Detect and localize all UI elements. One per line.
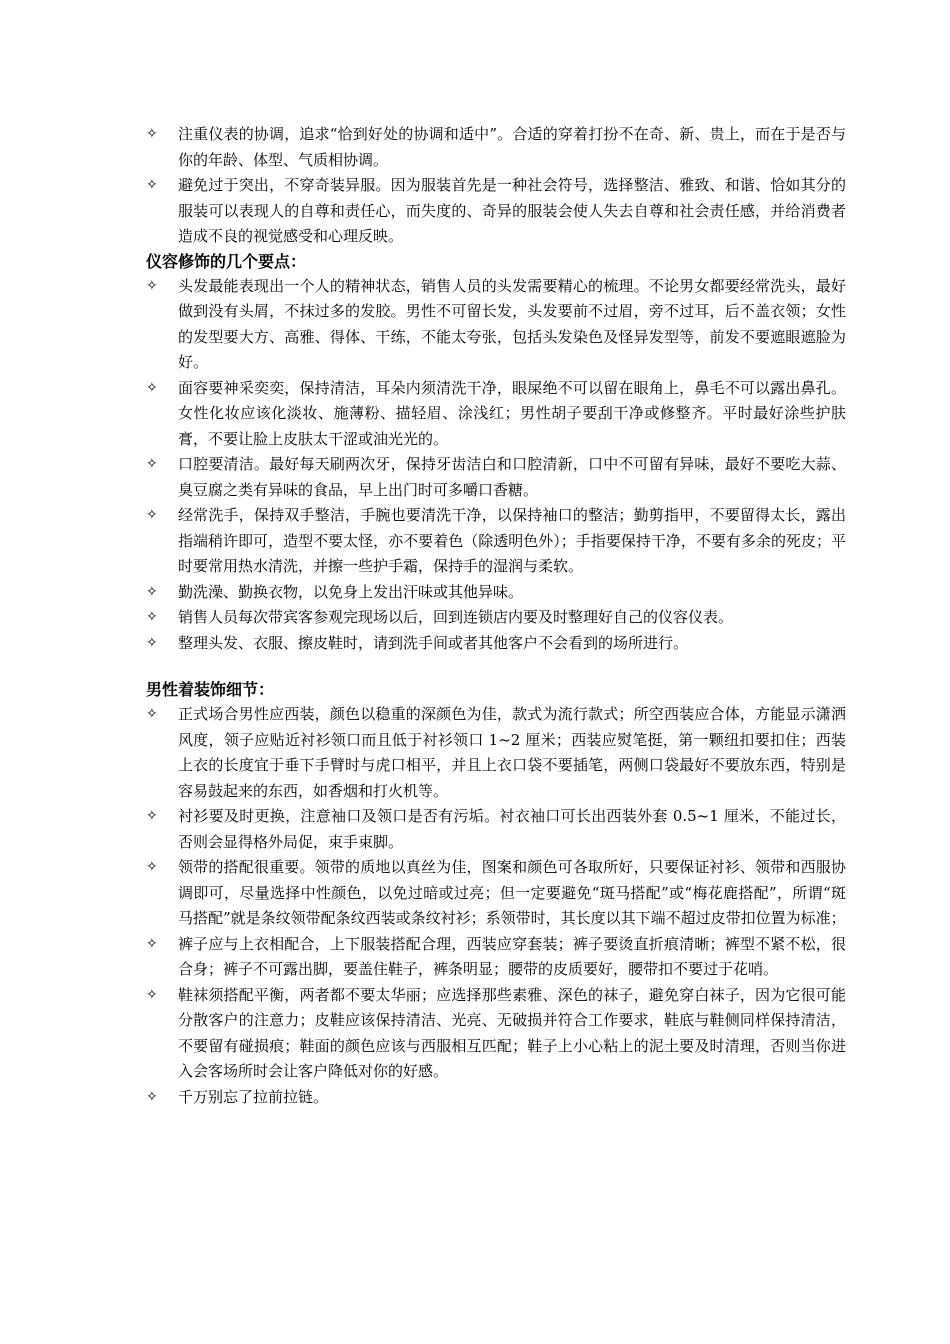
list-item-text: 口腔要清洁。最好每天刷两次牙，保持牙齿洁白和口腔清新，口中不可留有异味，最好不要吃大蒜、臭豆腐之类有异味的食品，早上出门时可多嚼口香糖。: [178, 455, 846, 499]
list-item: [146, 580, 846, 606]
list-item: [146, 503, 846, 580]
list-item-text: 衬衫要及时更换，注意袖口及领口是否有污垢。衬衣袖口可长出西装外套 0.5~1 厘米，不能过长，否则会显得格外局促，束手束脚。: [178, 807, 846, 851]
diamond-bullet-icon: ✧: [146, 456, 158, 472]
list-item: [146, 804, 846, 855]
list-item-text: 鞋袜须搭配平衡，两者都不要太华丽；应选择那些素雅、深色的袜子，避免穿白袜子，因为它很可能分散客户的注意力；皮鞋应该保持清洁、光亮、无破损并符合工作要求，鞋底与鞋侧同样保持清洁，不要留有碰损痕；鞋面的颜色应该与西服相互匹配；鞋子上小心粘上的泥土要及时清理，否则当你进入会客场所时会让客户降低对你的好感。: [178, 985, 846, 1080]
diamond-bullet-icon: ✧: [146, 859, 158, 875]
diamond-bullet-icon: ✧: [146, 986, 158, 1003]
diamond-bullet-icon: ✧: [146, 808, 158, 824]
list-item-text: 面容要神采奕奕，保持清洁，耳朵内须清洗干净，眼屎绝不可以留在眼角上，鼻毛不可以露出鼻孔。女性化妆应该化淡妆、施薄粉、描轻眉、涂浅红；男性胡子要刮干净或修整齐。平时最好涂些护肤膏，不要让脸上皮肤太干涩或油光光的。: [178, 378, 846, 448]
diamond-bullet-icon: ✧: [146, 935, 158, 952]
diamond-bullet-icon: ✧: [146, 706, 158, 722]
diamond-bullet-icon: ✧: [146, 507, 158, 523]
diamond-bullet-icon: ✧: [146, 1088, 158, 1105]
list-item: [146, 452, 846, 503]
list-item-text: 注重仪表的协调，追求“恰到好处的协调和适中”。合适的穿着打扮不在奇、新、贵上，而在于是否与你的年龄、体型、气质相协调。: [178, 125, 846, 169]
list-item: [146, 855, 846, 932]
list-item: [146, 702, 846, 804]
diamond-bullet-icon: ✧: [146, 177, 158, 193]
list-item-text: 勤洗澡、勤换衣物，以免身上发出汗味或其他异味。: [178, 582, 524, 601]
list-item: [146, 122, 846, 173]
list-item-text: 千万别忘了拉前拉链。: [178, 1087, 329, 1106]
diamond-bullet-icon: ✧: [146, 609, 158, 625]
list-item: [146, 932, 846, 983]
list-item: [146, 605, 846, 631]
list-item-text: 头发最能表现出一个人的精神状态，销售人员的头发需要精心的梳理。不论男女都要经常洗头，最好做到没有头屑，不抹过多的发胶。男性不可留长发，头发要前不过眉，旁不过耳，后不盖衣领；女性的发型要大方、高雅、得体、干练，不能太夸张，包括头发染色及怪异发型等，前发不要遮眼遮脸为好。: [178, 276, 846, 371]
paragraph-spacer: [146, 656, 950, 678]
diamond-bullet-icon: ✧: [146, 277, 158, 294]
diamond-bullet-icon: ✧: [146, 634, 158, 651]
list-item-text: 整理头发、衣服、擦皮鞋时，请到洗手间或者其他客户不会看到的场所进行。: [178, 633, 689, 652]
list-item: [146, 631, 846, 657]
section-heading-grooming: 仪容修饰的几个要点：: [146, 251, 307, 271]
list-item: [146, 376, 846, 453]
list-item: [146, 173, 846, 250]
diamond-bullet-icon: ✧: [146, 583, 158, 600]
list-item-text: 销售人员每次带宾客参观完现场以后，回到连锁店内要及时整理好自己的仪容仪表。: [178, 608, 734, 626]
list-item: [146, 274, 846, 376]
list-item-text: 经常洗手，保持双手整洁，手腕也要清洗干净，以保持袖口的整洁；勤剪指甲，不要留得太长，露出指端稍许即可，造型不要太怪，亦不要着色（除透明色外）；手指要保持干净，不要有多余的死皮；平时要常用热水清洗，并擦一些护手霜，保持手的湿润与柔软。: [178, 506, 846, 575]
list-item-text: 裤子应与上衣相配合，上下服装搭配合理，西装应穿套装；裤子要烫直折痕清晰；裤型不紧不松，很合身；裤子不可露出脚，要盖住鞋子，裤条明显；腰带的皮质要好，腰带扣不要过于花哨。: [178, 934, 846, 978]
list-item: [146, 983, 846, 1085]
list-item-text: 领带的搭配很重要。领带的质地以真丝为佳，图案和颜色可各取所好，只要保证衬衫、领带和西服协调即可，尽量选择中性颜色，以免过暗或过亮；但一定要避免“斑马搭配”或“梅花鹿搭配”，所谓“斑马搭配”就是条纹领带配条纹西装或条纹衬衫；系领带时，其长度以其下端不超过皮带扣位置为标准；: [178, 858, 846, 927]
list-item-text: 避免过于突出，不穿奇装异服。因为服装首先是一种社会符号，选择整洁、雅致、和谐、恰如其分的服装可以表现人的自尊和责任心，而失度的、奇异的服装会使人失去自尊和社会责任感，并给消费者造成不良的视觉感受和心理反映。: [178, 176, 846, 245]
diamond-bullet-icon: ✧: [146, 126, 158, 142]
list-item: [146, 1085, 846, 1111]
list-item-text: 正式场合男性应西装，颜色以稳重的深颜色为佳，款式为流行款式；所空西装应合体，方能显示潇洒风度，领子应贴近衬衫领口而且低于衬衫领口 1~2 厘米；西装应熨笔挺，第一颗纽扣要扣住；西装上衣的长度宜于垂下手臂时与虎口相平，并且上衣口袋不要插笔，两侧口袋最好不要放东西，特别是容易鼓起来的东西，如香烟和打火机等。: [178, 705, 846, 800]
section-heading-mens-attire: 男性着装饰细节：: [146, 680, 275, 699]
diamond-bullet-icon: ✧: [146, 379, 158, 396]
